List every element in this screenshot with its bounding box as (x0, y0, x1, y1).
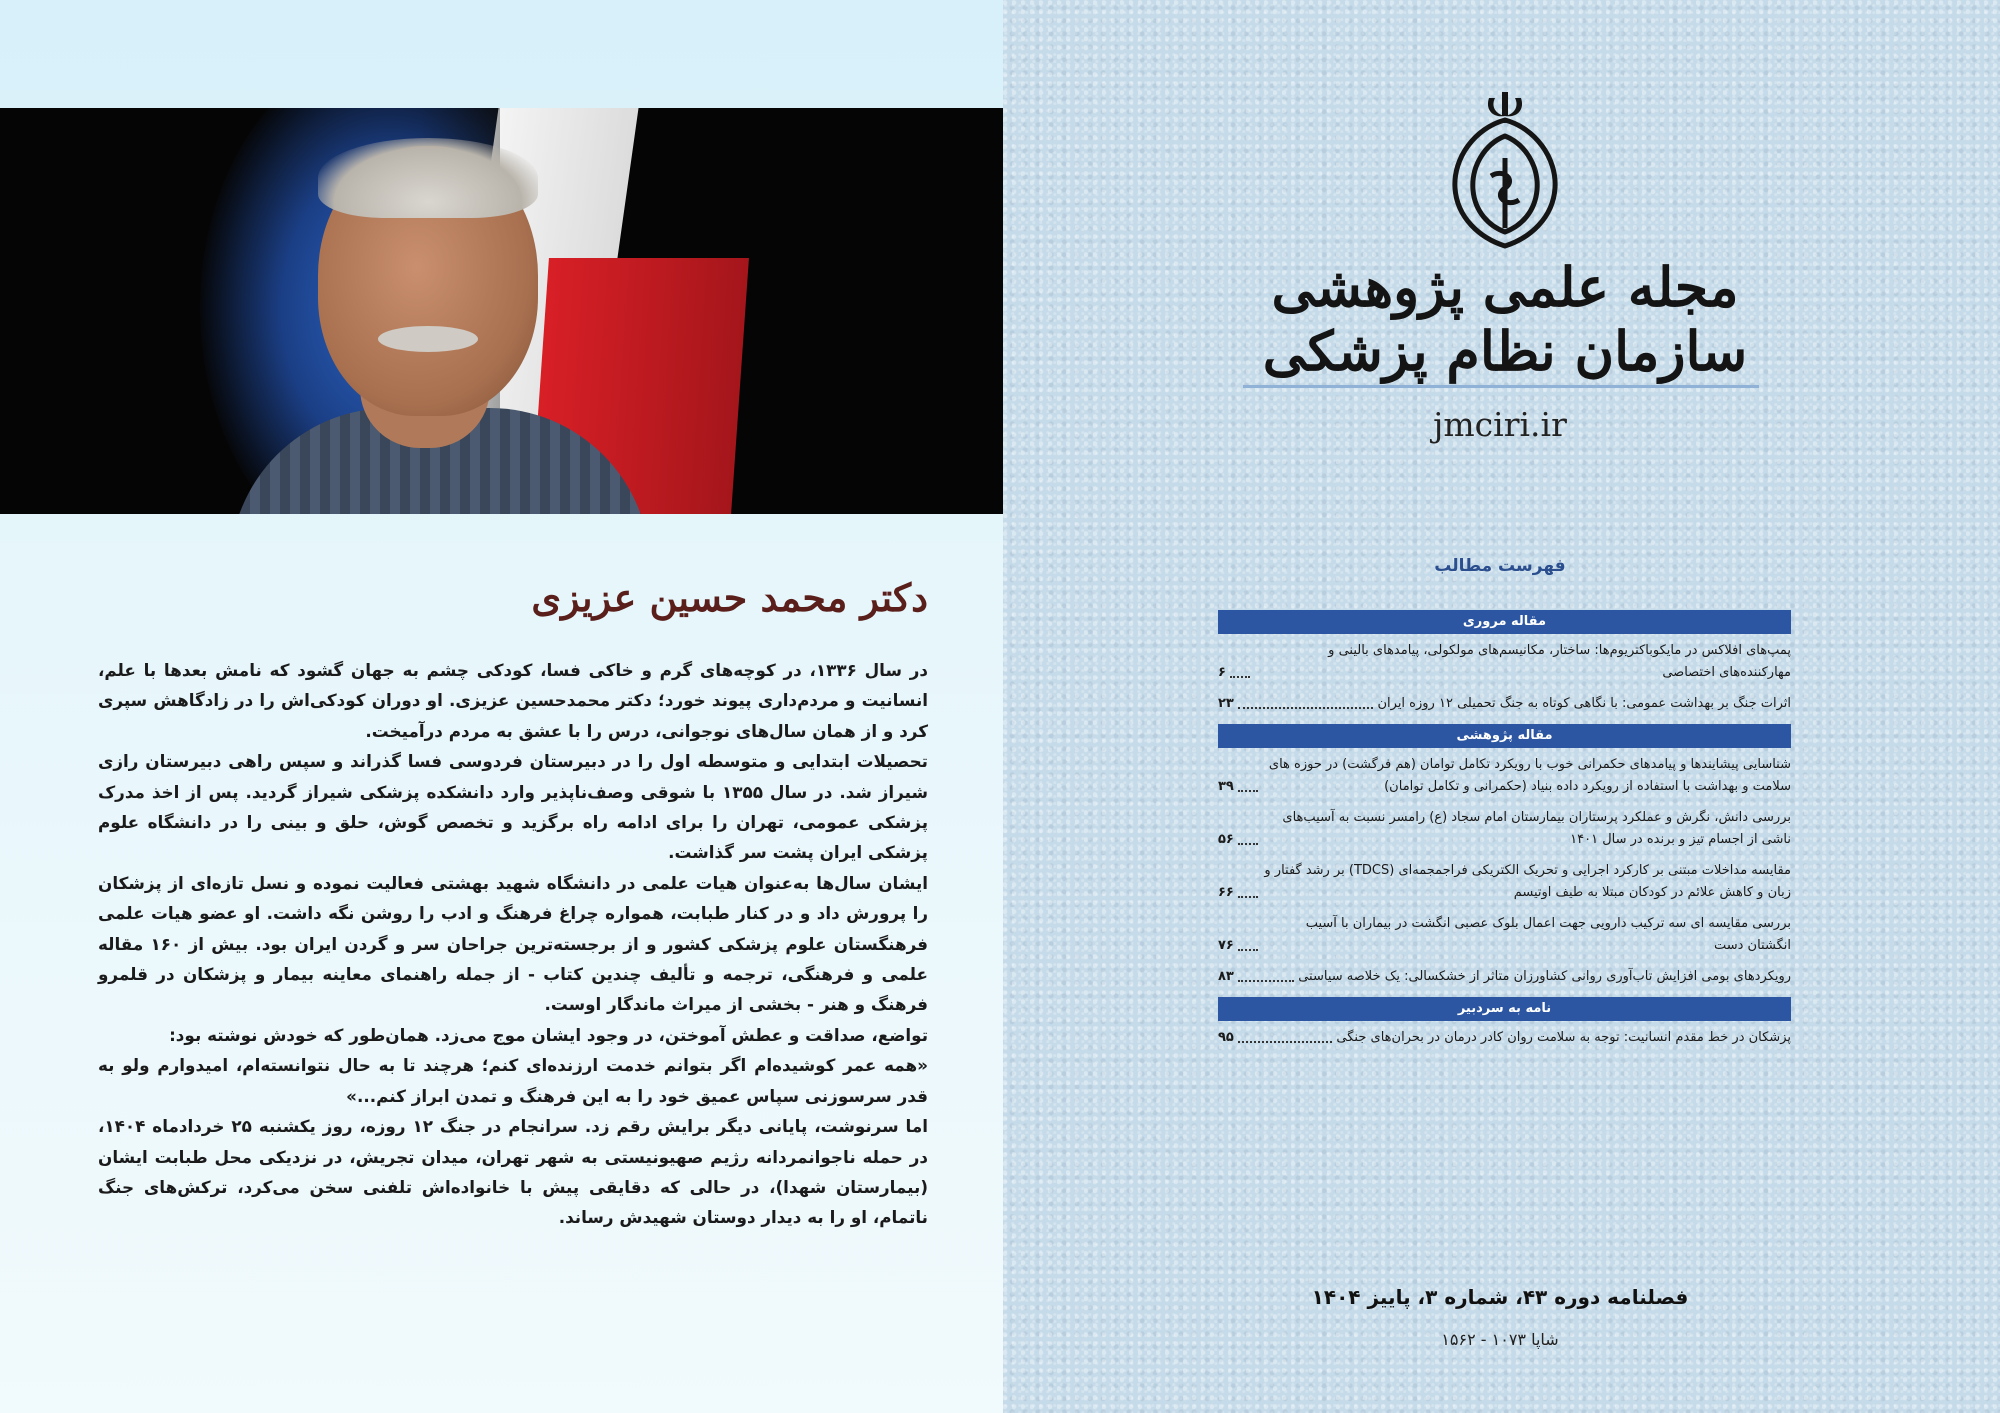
toc-item (1218, 640, 1791, 684)
toc-item (1218, 860, 1791, 904)
journal-title: مجله علمی پژوهشی سازمان نظام پزشکی (1262, 255, 1748, 383)
toc-item (1218, 754, 1791, 798)
toc-item-page: ۷۶ (1218, 938, 1234, 953)
toc-item (1218, 1027, 1791, 1049)
bio-paragraph: تواضع، صداقت و عطش آموختن، در وجود ایشان موج می‌زد. همان‌طور که خودش نوشته بود: (169, 1024, 928, 1045)
toc-item-title: پمپ‌های افلاکس در مایکوباکتریوم‌ها: ساختار، مکانیسم‌های مولکولی، پیامدهای بالینی و مهارکننده‌های اختصاصی (1328, 643, 1791, 680)
toc-item-page: ۶ (1218, 665, 1226, 680)
toc-item-title: مقایسه مداخلات مبتنی بر کارکرد اجرایی و تحریک الکتریکی فراجمجمه‌ای (TDCS) بر رشد گفتار و زبان و کاهش علائم در کودکان مبتلا به طیف اوتیسم (1264, 863, 1791, 900)
toc-item-title: اثرات جنگ بر بهداشت عمومی: با نگاهی کوتاه به جنگ تحمیلی ۱۲ روزه ایران (1377, 696, 1791, 711)
toc-item-title: بررسی دانش، نگرش و عملکرد پرستاران بیمارستان امام سجاد (ع) رامسر نسبت به آسیب‌های ناشی از اجسام تیز و برنده در سال ۱۴۰۱ (1282, 810, 1791, 847)
bio-paragraph: ایشان سال‌ها به‌عنوان هیات علمی در دانشگاه شهید بهشتی فعالیت نموده و نسل تازه‌ای از پزشکان را پرورش داد و در کنار طبابت، همواره چراغ فرهنگ و ادب را روشن نگه داشت. او عضو هیات علمی فرهنگستان علوم پزشکی کشور و از برجسته‌ترین جراحان سر و گردن ایران بود. بیش از ۱۶۰ مقاله علمی و فرهنگی، ترجمه و تألیف چندین کتاب - از جمله راهنمای معاینه بیمار و پزشکان در قلمرو فرهنگ و هنر - بخشی از میراث ماندگار اوست. (98, 872, 929, 1015)
bio-paragraph: در سال ۱۳۳۶، در کوچه‌های گرم و خاکی فسا، کودکی چشم به جهان گشود که نامش بعدها با علم، انسانیت و مردم‌داری پیوند خورد؛ دکتر محمدحسین عزیزی. او دوران کودکی‌اش را در زادگاهش سپری کرد و از همان سال‌های نوجوانی، درس را با عشق به مردم درآمیخت. (98, 660, 928, 741)
issn: شاپا ۱۰۷۳ - ۱۵۶۲ (1441, 1330, 1559, 1349)
toc-item (1218, 693, 1791, 715)
person-name: دکتر محمد حسین عزیزی (531, 575, 928, 620)
bio-quote: «همه عمر کوشیده‌ام اگر بتوانم خدمت ارزنده‌ای کنم؛ هرچند تا به حال نتوانسته‌ام، امیدوارم ولو به قدر سرسوزنی سپاس عمیق خود را به این فرهنگ و تمدن ابراز کنم...» (98, 1055, 928, 1106)
toc-item-title: پزشکان در خط مقدم انسانیت: توجه به سلامت روان کادر درمان در بحران‌های جنگی (1336, 1030, 1791, 1045)
toc-leader-dots (1238, 1041, 1333, 1043)
toc-title: فهرست مطالب (1434, 556, 1566, 576)
toc-item (1218, 807, 1791, 851)
toc-leader-dots (1238, 707, 1374, 709)
bio-paragraph: تحصیلات ابتدایی و متوسطه اول را در دبیرستان فردوسی فسا گذراند و سپس راهی دبیرستان رازی شیراز شد. در سال ۱۳۵۵ با شوقی وصف‌ناپذیر وارد دانشکده پزشکی شیراز گردید. پس از اخذ مدرک پزشکی عمومی، تهران را برای ادامه راه برگزید و تخصص گوش، حلق و بینی را در دانشگاه علوم پزشکی ایران پشت سر گذاشت. (98, 751, 928, 863)
toc-item-page: ۹۵ (1218, 1030, 1234, 1045)
toc-item-page: ۶۶ (1218, 885, 1234, 900)
bio-paragraph: اما سرنوشت، پایانی دیگر برایش رقم زد. سرانجام در جنگ ۱۲ روزه، روز یکشنبه ۲۵ خردادماه ۱۴۰۴، در حمله ناجوانمردانه رژیم صهیونیستی به شهر تهران، میدان تجریش، در نزدیکی محل طبابت ایشان (بیمارستان شهدا)، در حالی که دقایقی پیش با خانواده‌اش تلفنی سخن می‌کرد، ترکش‌های جنگ ناتمام، او را به دیدار دوستان شهیدش رساند. (98, 1116, 928, 1228)
title-divider (1243, 385, 1759, 388)
toc-item-title: بررسی مقایسه ای سه ترکیب دارویی جهت اعمال بلوک عصبی انگشت در بیماران با آسیب انگشتان دست (1305, 916, 1791, 953)
toc-section-header: مقاله مروری (1218, 610, 1791, 634)
toc-leader-dots (1238, 790, 1258, 792)
toc-leader-dots (1238, 949, 1258, 951)
toc-item (1218, 913, 1791, 957)
toc-item (1218, 966, 1791, 988)
biography (98, 655, 928, 1233)
toc-leader-dots (1238, 980, 1294, 982)
journal-url: jmciri.ir (1433, 405, 1567, 444)
toc-leader-dots (1230, 676, 1250, 678)
toc-item-title: رویکردهای بومی افزایش تاب‌آوری روانی کشاورزان متاثر از خشکسالی: یک خلاصه سیاستی (1298, 969, 1791, 984)
toc-section-header: مقاله پژوهشی (1218, 724, 1791, 748)
medical-council-emblem-icon (1445, 88, 1565, 253)
toc-item-page: ۸۳ (1218, 969, 1234, 984)
toc-leader-dots (1238, 896, 1258, 898)
table-of-contents (1218, 610, 1791, 1058)
toc-leader-dots (1238, 843, 1258, 845)
portrait-photo (0, 108, 1003, 514)
toc-section-header: نامه به سردبیر (1218, 997, 1791, 1021)
issue-line: فصلنامه دوره ۴۳، شماره ۳، پاییز ۱۴۰۴ (1311, 1285, 1689, 1309)
toc-item-title: شناسایی پیشایندها و پیامدهای حکمرانی خوب با رویکرد تکامل توامان (هم فرگشت) در حوزه های سلامت و بهداشت با استفاده از رویکرد داده بنیاد (حکمرانی و تکامل توامان) (1268, 757, 1791, 794)
toc-item-page: ۲۳ (1218, 696, 1234, 711)
toc-item-page: ۳۹ (1218, 779, 1234, 794)
toc-item-page: ۵۶ (1218, 832, 1234, 847)
